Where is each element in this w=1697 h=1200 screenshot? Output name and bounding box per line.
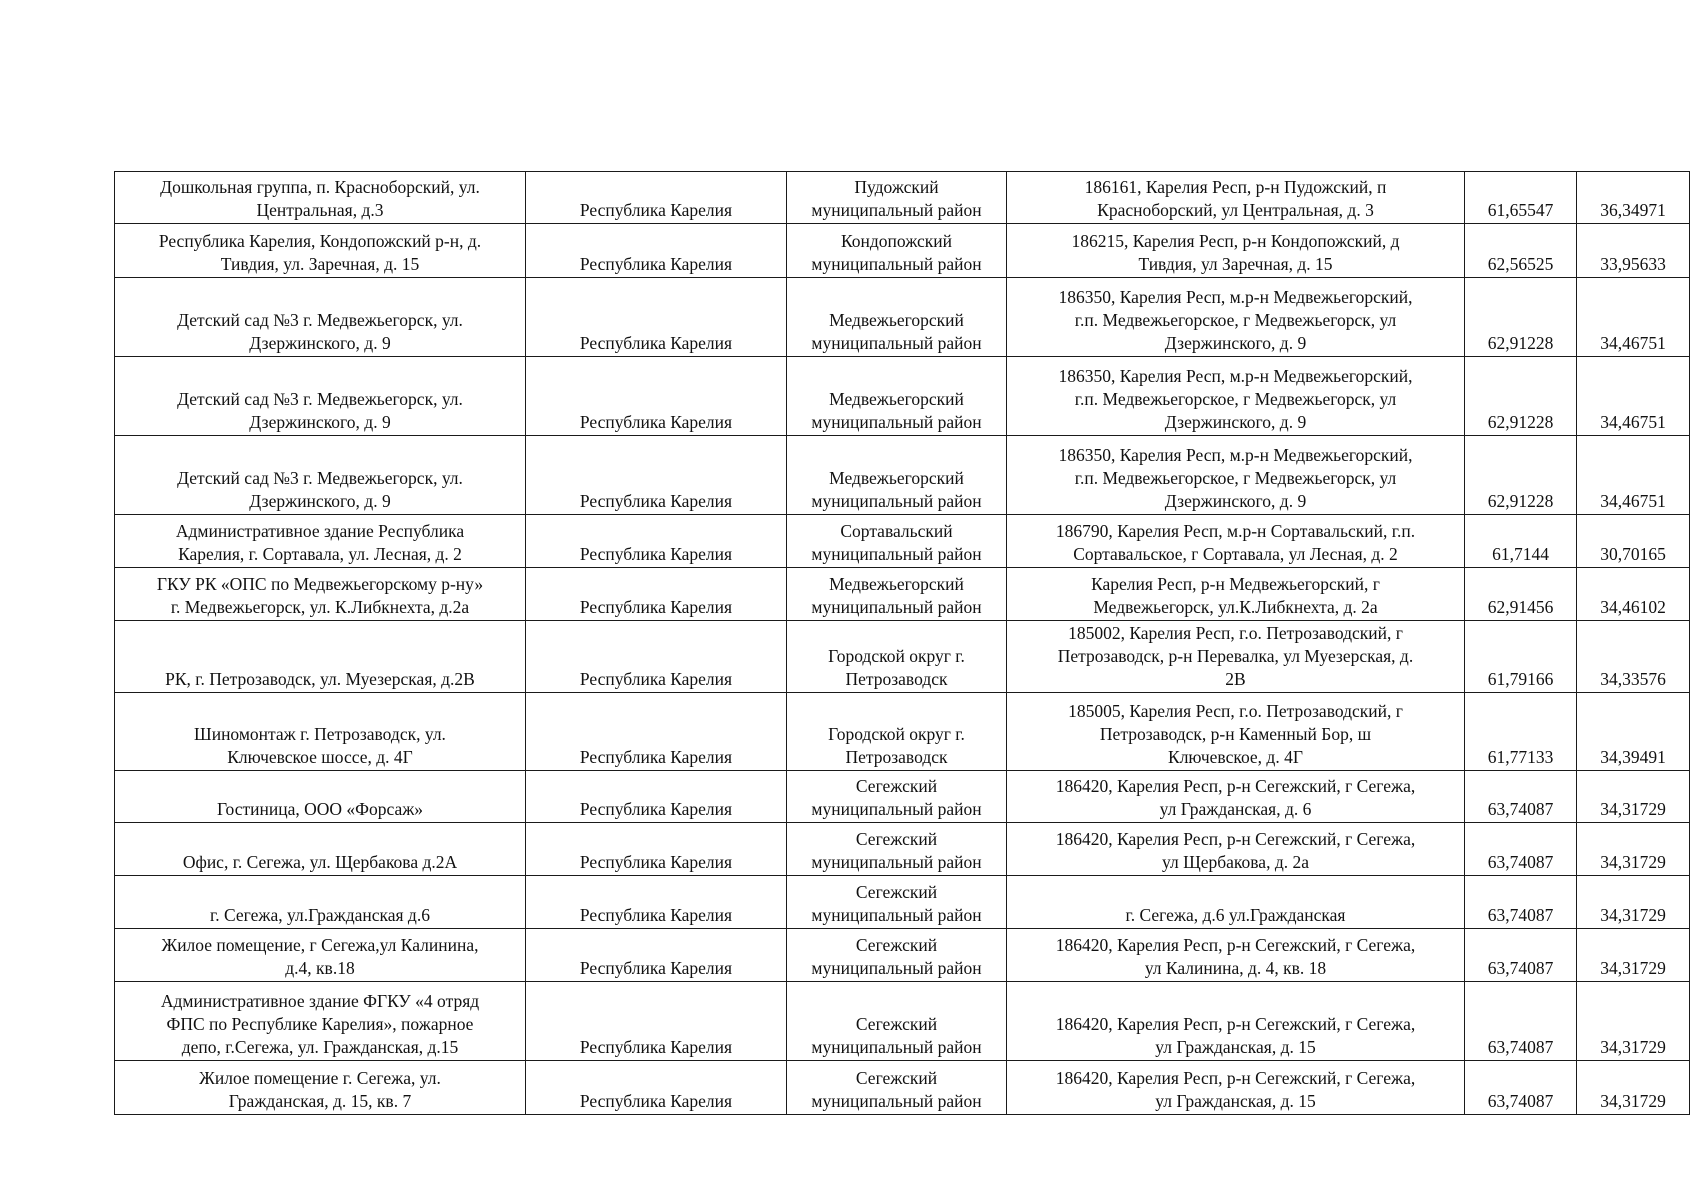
object-name-cell: г. Сегежа, ул.Гражданская д.6 bbox=[115, 876, 526, 929]
address-cell: 186420, Карелия Респ, р-н Сегежский, г Сегежа, ул Щербакова, д. 2а bbox=[1007, 823, 1465, 876]
table-row bbox=[115, 876, 1690, 929]
table-row bbox=[115, 771, 1690, 823]
longitude-cell: 36,34971 bbox=[1577, 172, 1690, 224]
latitude-cell: 62,91228 bbox=[1465, 436, 1577, 515]
region-cell: Республика Карелия bbox=[526, 172, 787, 224]
address-cell: 186215, Карелия Респ, р-н Кондопожский, д Тивдия, ул Заречная, д. 15 bbox=[1007, 224, 1465, 278]
district-cell: Медвежьегорский муниципальный район bbox=[787, 278, 1007, 357]
object-name-cell: ГКУ РК «ОПС по Медвежьегорскому р-ну» г. Медвежьегорск, ул. К.Либкнехта, д.2а bbox=[115, 568, 526, 621]
district-cell: Сегежский муниципальный район bbox=[787, 823, 1007, 876]
longitude-cell: 34,46751 bbox=[1577, 436, 1690, 515]
latitude-cell: 62,91228 bbox=[1465, 357, 1577, 436]
longitude-cell: 34,31729 bbox=[1577, 929, 1690, 982]
table-row bbox=[115, 982, 1690, 1061]
district-cell: Кондопожский муниципальный район bbox=[787, 224, 1007, 278]
latitude-cell: 61,65547 bbox=[1465, 172, 1577, 224]
object-name-cell: Детский сад №3 г. Медвежьегорск, ул. Дзержинского, д. 9 bbox=[115, 278, 526, 357]
district-cell: Сегежский муниципальный район bbox=[787, 929, 1007, 982]
region-cell: Республика Карелия bbox=[526, 436, 787, 515]
district-cell: Медвежьегорский муниципальный район bbox=[787, 568, 1007, 621]
address-cell: 185002, Карелия Респ, г.о. Петрозаводский, г Петрозаводск, р-н Перевалка, ул Муезерская, д. 2В bbox=[1007, 621, 1465, 693]
longitude-cell: 34,39491 bbox=[1577, 693, 1690, 771]
district-cell: Пудожский муниципальный район bbox=[787, 172, 1007, 224]
table-row bbox=[115, 515, 1690, 568]
object-name-cell: Административное здание Республика Карелия, г. Сортавала, ул. Лесная, д. 2 bbox=[115, 515, 526, 568]
object-name-cell: Дошкольная группа, п. Красноборский, ул. Центральная, д.3 bbox=[115, 172, 526, 224]
longitude-cell: 34,46751 bbox=[1577, 357, 1690, 436]
table-row bbox=[115, 929, 1690, 982]
table-row bbox=[115, 621, 1690, 693]
address-cell: 186161, Карелия Респ, р-н Пудожский, п Красноборский, ул Центральная, д. 3 bbox=[1007, 172, 1465, 224]
latitude-cell: 63,74087 bbox=[1465, 929, 1577, 982]
latitude-cell: 61,7144 bbox=[1465, 515, 1577, 568]
latitude-cell: 62,91456 bbox=[1465, 568, 1577, 621]
longitude-cell: 34,46751 bbox=[1577, 278, 1690, 357]
region-cell: Республика Карелия bbox=[526, 823, 787, 876]
latitude-cell: 63,74087 bbox=[1465, 823, 1577, 876]
object-name-cell: Детский сад №3 г. Медвежьегорск, ул. Дзержинского, д. 9 bbox=[115, 436, 526, 515]
district-cell: Сегежский муниципальный район bbox=[787, 1061, 1007, 1115]
latitude-cell: 63,74087 bbox=[1465, 1061, 1577, 1115]
object-name-cell: Гостиница, ООО «Форсаж» bbox=[115, 771, 526, 823]
latitude-cell: 63,74087 bbox=[1465, 771, 1577, 823]
table-row bbox=[115, 357, 1690, 436]
region-cell: Республика Карелия bbox=[526, 693, 787, 771]
address-cell: 186790, Карелия Респ, м.р-н Сортавальский, г.п. Сортавальское, г Сортавала, ул Лесная, д. 2 bbox=[1007, 515, 1465, 568]
longitude-cell: 34,31729 bbox=[1577, 1061, 1690, 1115]
longitude-cell: 34,31729 bbox=[1577, 823, 1690, 876]
district-cell: Сегежский муниципальный район bbox=[787, 771, 1007, 823]
district-cell: Сегежский муниципальный район bbox=[787, 982, 1007, 1061]
address-cell: г. Сегежа, д.6 ул.Гражданская bbox=[1007, 876, 1465, 929]
region-cell: Республика Карелия bbox=[526, 771, 787, 823]
object-name-cell: Жилое помещение, г Сегежа,ул Калинина, д.4, кв.18 bbox=[115, 929, 526, 982]
address-cell: 186420, Карелия Респ, р-н Сегежский, г Сегежа, ул Гражданская, д. 15 bbox=[1007, 982, 1465, 1061]
region-cell: Республика Карелия bbox=[526, 982, 787, 1061]
region-cell: Республика Карелия bbox=[526, 1061, 787, 1115]
latitude-cell: 63,74087 bbox=[1465, 982, 1577, 1061]
address-cell: 186350, Карелия Респ, м.р-н Медвежьегорский, г.п. Медвежьегорское, г Медвежьегорск, ул Дзержинского, д. 9 bbox=[1007, 278, 1465, 357]
table-row bbox=[115, 693, 1690, 771]
object-name-cell: Детский сад №3 г. Медвежьегорск, ул. Дзержинского, д. 9 bbox=[115, 357, 526, 436]
longitude-cell: 34,31729 bbox=[1577, 771, 1690, 823]
district-cell: Медвежьегорский муниципальный район bbox=[787, 357, 1007, 436]
district-cell: Городской округ г. Петрозаводск bbox=[787, 693, 1007, 771]
table-row bbox=[115, 568, 1690, 621]
latitude-cell: 61,79166 bbox=[1465, 621, 1577, 693]
address-cell: 186420, Карелия Респ, р-н Сегежский, г Сегежа, ул Калинина, д. 4, кв. 18 bbox=[1007, 929, 1465, 982]
object-name-cell: Офис, г. Сегежа, ул. Щербакова д.2А bbox=[115, 823, 526, 876]
district-cell: Сегежский муниципальный район bbox=[787, 876, 1007, 929]
latitude-cell: 62,91228 bbox=[1465, 278, 1577, 357]
latitude-cell: 63,74087 bbox=[1465, 876, 1577, 929]
address-cell: Карелия Респ, р-н Медвежьегорский, г Медвежьегорск, ул.К.Либкнехта, д. 2а bbox=[1007, 568, 1465, 621]
address-cell: 186350, Карелия Респ, м.р-н Медвежьегорский, г.п. Медвежьегорское, г Медвежьегорск, ул Дзержинского, д. 9 bbox=[1007, 436, 1465, 515]
object-name-cell: РК, г. Петрозаводск, ул. Муезерская, д.2В bbox=[115, 621, 526, 693]
table-body bbox=[115, 172, 1690, 1115]
region-cell: Республика Карелия bbox=[526, 515, 787, 568]
object-name-cell: Шиномонтаж г. Петрозаводск, ул. Ключевское шоссе, д. 4Г bbox=[115, 693, 526, 771]
table-row bbox=[115, 172, 1690, 224]
objects-table bbox=[114, 171, 1690, 1115]
latitude-cell: 62,56525 bbox=[1465, 224, 1577, 278]
object-name-cell: Жилое помещение г. Сегежа, ул. Гражданская, д. 15, кв. 7 bbox=[115, 1061, 526, 1115]
region-cell: Республика Карелия bbox=[526, 278, 787, 357]
address-cell: 185005, Карелия Респ, г.о. Петрозаводский, г Петрозаводск, р-н Каменный Бор, ш Ключевское, д. 4Г bbox=[1007, 693, 1465, 771]
longitude-cell: 34,46102 bbox=[1577, 568, 1690, 621]
district-cell: Медвежьегорский муниципальный район bbox=[787, 436, 1007, 515]
longitude-cell: 34,31729 bbox=[1577, 876, 1690, 929]
district-cell: Городской округ г. Петрозаводск bbox=[787, 621, 1007, 693]
address-cell: 186420, Карелия Респ, р-н Сегежский, г Сегежа, ул Гражданская, д. 15 bbox=[1007, 1061, 1465, 1115]
region-cell: Республика Карелия bbox=[526, 224, 787, 278]
table-row bbox=[115, 1061, 1690, 1115]
object-name-cell: Административное здание ФГКУ «4 отряд ФПС по Республике Карелия», пожарное депо, г.Сегежа, ул. Гражданская, д.15 bbox=[115, 982, 526, 1061]
region-cell: Республика Карелия bbox=[526, 621, 787, 693]
address-cell: 186420, Карелия Респ, р-н Сегежский, г Сегежа, ул Гражданская, д. 6 bbox=[1007, 771, 1465, 823]
region-cell: Республика Карелия bbox=[526, 929, 787, 982]
region-cell: Республика Карелия bbox=[526, 357, 787, 436]
table-row bbox=[115, 224, 1690, 278]
table-row bbox=[115, 823, 1690, 876]
region-cell: Республика Карелия bbox=[526, 568, 787, 621]
longitude-cell: 34,31729 bbox=[1577, 982, 1690, 1061]
region-cell: Республика Карелия bbox=[526, 876, 787, 929]
latitude-cell: 61,77133 bbox=[1465, 693, 1577, 771]
address-cell: 186350, Карелия Респ, м.р-н Медвежьегорский, г.п. Медвежьегорское, г Медвежьегорск, ул Дзержинского, д. 9 bbox=[1007, 357, 1465, 436]
district-cell: Сортавальский муниципальный район bbox=[787, 515, 1007, 568]
object-name-cell: Республика Карелия, Кондопожский р-н, д. Тивдия, ул. Заречная, д. 15 bbox=[115, 224, 526, 278]
longitude-cell: 33,95633 bbox=[1577, 224, 1690, 278]
longitude-cell: 34,33576 bbox=[1577, 621, 1690, 693]
table-row bbox=[115, 436, 1690, 515]
table-row bbox=[115, 278, 1690, 357]
longitude-cell: 30,70165 bbox=[1577, 515, 1690, 568]
